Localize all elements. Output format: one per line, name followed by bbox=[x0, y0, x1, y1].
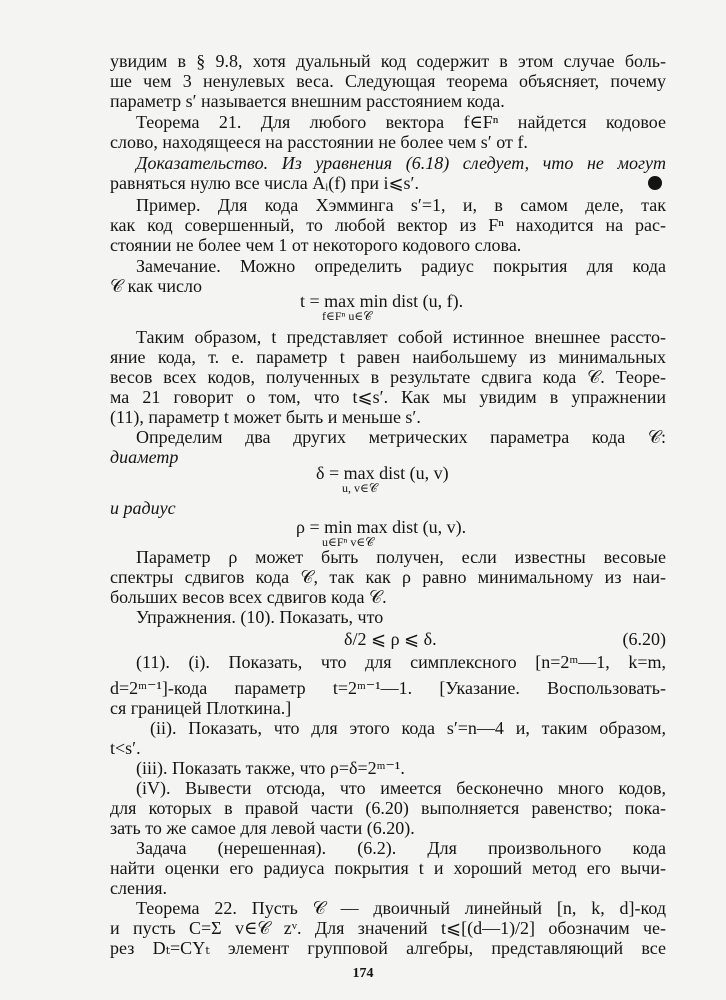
text-line: слово, находящееся на расстоянии не более чем s′ от f. bbox=[110, 132, 528, 152]
text-line: увидим в § 9.8, хотя дуальный код содержит в этом случае боль- bbox=[110, 51, 666, 71]
example-line: Пример. Для кода Хэмминга s′=1, и, в самом деле, так bbox=[136, 195, 666, 215]
exercises-heading: Упражнения. (10). Показать, что bbox=[136, 607, 384, 627]
formula-diameter: δ = max dist (u, v) bbox=[316, 463, 449, 483]
text-line: параметр s′ называется внешним расстоянием кода. bbox=[110, 91, 505, 111]
text-line: стоянии не более чем 1 от некоторого кодового слова. bbox=[110, 235, 522, 255]
text-line: и пусть C=Σ v∈𝒞 zᵛ. Для значений t⩽[(d—1)/2] обозначим че- bbox=[110, 918, 666, 938]
text-line: Определим два других метрических параметра кода 𝒞: bbox=[136, 427, 666, 447]
text-line: яние кода, т. е. параметр t равен наибольшему из минимальных bbox=[110, 347, 666, 367]
formula-radius-t: t = max min dist (u, f). bbox=[300, 291, 464, 311]
formula-radius-rho: ρ = min max dist (u, v). bbox=[296, 517, 467, 537]
text-line: 𝒞 как число bbox=[110, 276, 202, 296]
formula-radius-rho-sub: u∈Fⁿ v∈𝒞 bbox=[322, 535, 374, 549]
exercise-11-ii: (ii). Показать, что для этого кода s′=n—4 и, таким образом, bbox=[150, 718, 666, 738]
text-line: (11), параметр t может быть и меньше s′. bbox=[110, 407, 421, 427]
text-line: найти оценки его радиуса покрытия t и хороший метод его вычи- bbox=[110, 858, 666, 878]
exercise-11-iv: (iV). Вывести отсюда, что имеется бесконечно много кодов, bbox=[136, 778, 666, 798]
text-line: равняться нулю все числа Aᵢ(f) при i⩽s′. bbox=[110, 173, 419, 193]
text-line: как код совершенный, то любой вектор из Fⁿ находится на рас- bbox=[110, 215, 666, 235]
text-line: ше чем 3 ненулевых веса. Следующая теорема объясняет, почему bbox=[110, 71, 666, 91]
formula-inequality: δ/2 ⩽ ρ ⩽ δ. bbox=[344, 629, 437, 649]
text-line: ма 21 говорит о том, что t⩽s′. Как мы увидим в упражнении bbox=[110, 387, 666, 407]
text-line: Параметр ρ может быть получен, если известны весовые bbox=[136, 547, 666, 567]
text-line: Таким образом, t представляет собой истинное внешнее рассто- bbox=[136, 327, 666, 347]
theorem-21: Теорема 21. Для любого вектора f∈Fⁿ найдется кодовое bbox=[136, 112, 666, 132]
page-number: 174 bbox=[352, 966, 374, 981]
formula-radius-t-sub: f∈Fⁿ u∈𝒞 bbox=[322, 309, 372, 323]
text-line: спектры сдвигов кода 𝒞, так как ρ равно минимальному из наи- bbox=[110, 567, 666, 587]
text-line: рез Dₜ=CYₜ элемент групповой алгебры, представляющий все bbox=[110, 938, 666, 958]
end-of-proof-bullet bbox=[648, 176, 662, 190]
exercise-11-line: (11). (i). Показать, что для симплексного [n=2ᵐ—1, k=m, bbox=[136, 652, 666, 672]
equation-number: (6.20) bbox=[622, 629, 666, 649]
proof-line: Доказательство. Из уравнения (6.18) следует, что не могут bbox=[136, 153, 666, 173]
text-line: для которых в правой части (6.20) выполняется равенство; пока- bbox=[110, 798, 666, 818]
text-line: зать то же самое для левой части (6.20). bbox=[110, 818, 415, 838]
text-line: d=2ᵐ⁻¹]-кода параметр t=2ᵐ⁻¹—1. [Указание. Воспользовать- bbox=[110, 678, 666, 698]
text-line: больших весов всех сдвигов кода 𝒞. bbox=[110, 587, 387, 607]
text-line: t<s′. bbox=[110, 738, 141, 758]
text-line: весов всех кодов, полученных в результате сдвига кода 𝒞. Теоре- bbox=[110, 367, 666, 387]
remark-line: Замечание. Можно определить радиус покрытия для кода bbox=[136, 256, 666, 276]
formula-diameter-sub: u, v∈𝒞 bbox=[342, 481, 378, 495]
text-line: сления. bbox=[110, 878, 168, 898]
term-diameter: диаметр bbox=[110, 447, 179, 467]
term-radius: и радиус bbox=[110, 498, 176, 518]
text-line: ся границей Плоткина.] bbox=[110, 698, 292, 718]
theorem-22: Теорема 22. Пусть 𝒞 — двоичный линейный [n, k, d]-код bbox=[136, 898, 666, 918]
problem-line: Задача (нерешенная). (6.2). Для произвольного кода bbox=[136, 838, 666, 858]
exercise-11-iii: (iii). Показать также, что ρ=δ=2ᵐ⁻¹. bbox=[136, 758, 405, 778]
